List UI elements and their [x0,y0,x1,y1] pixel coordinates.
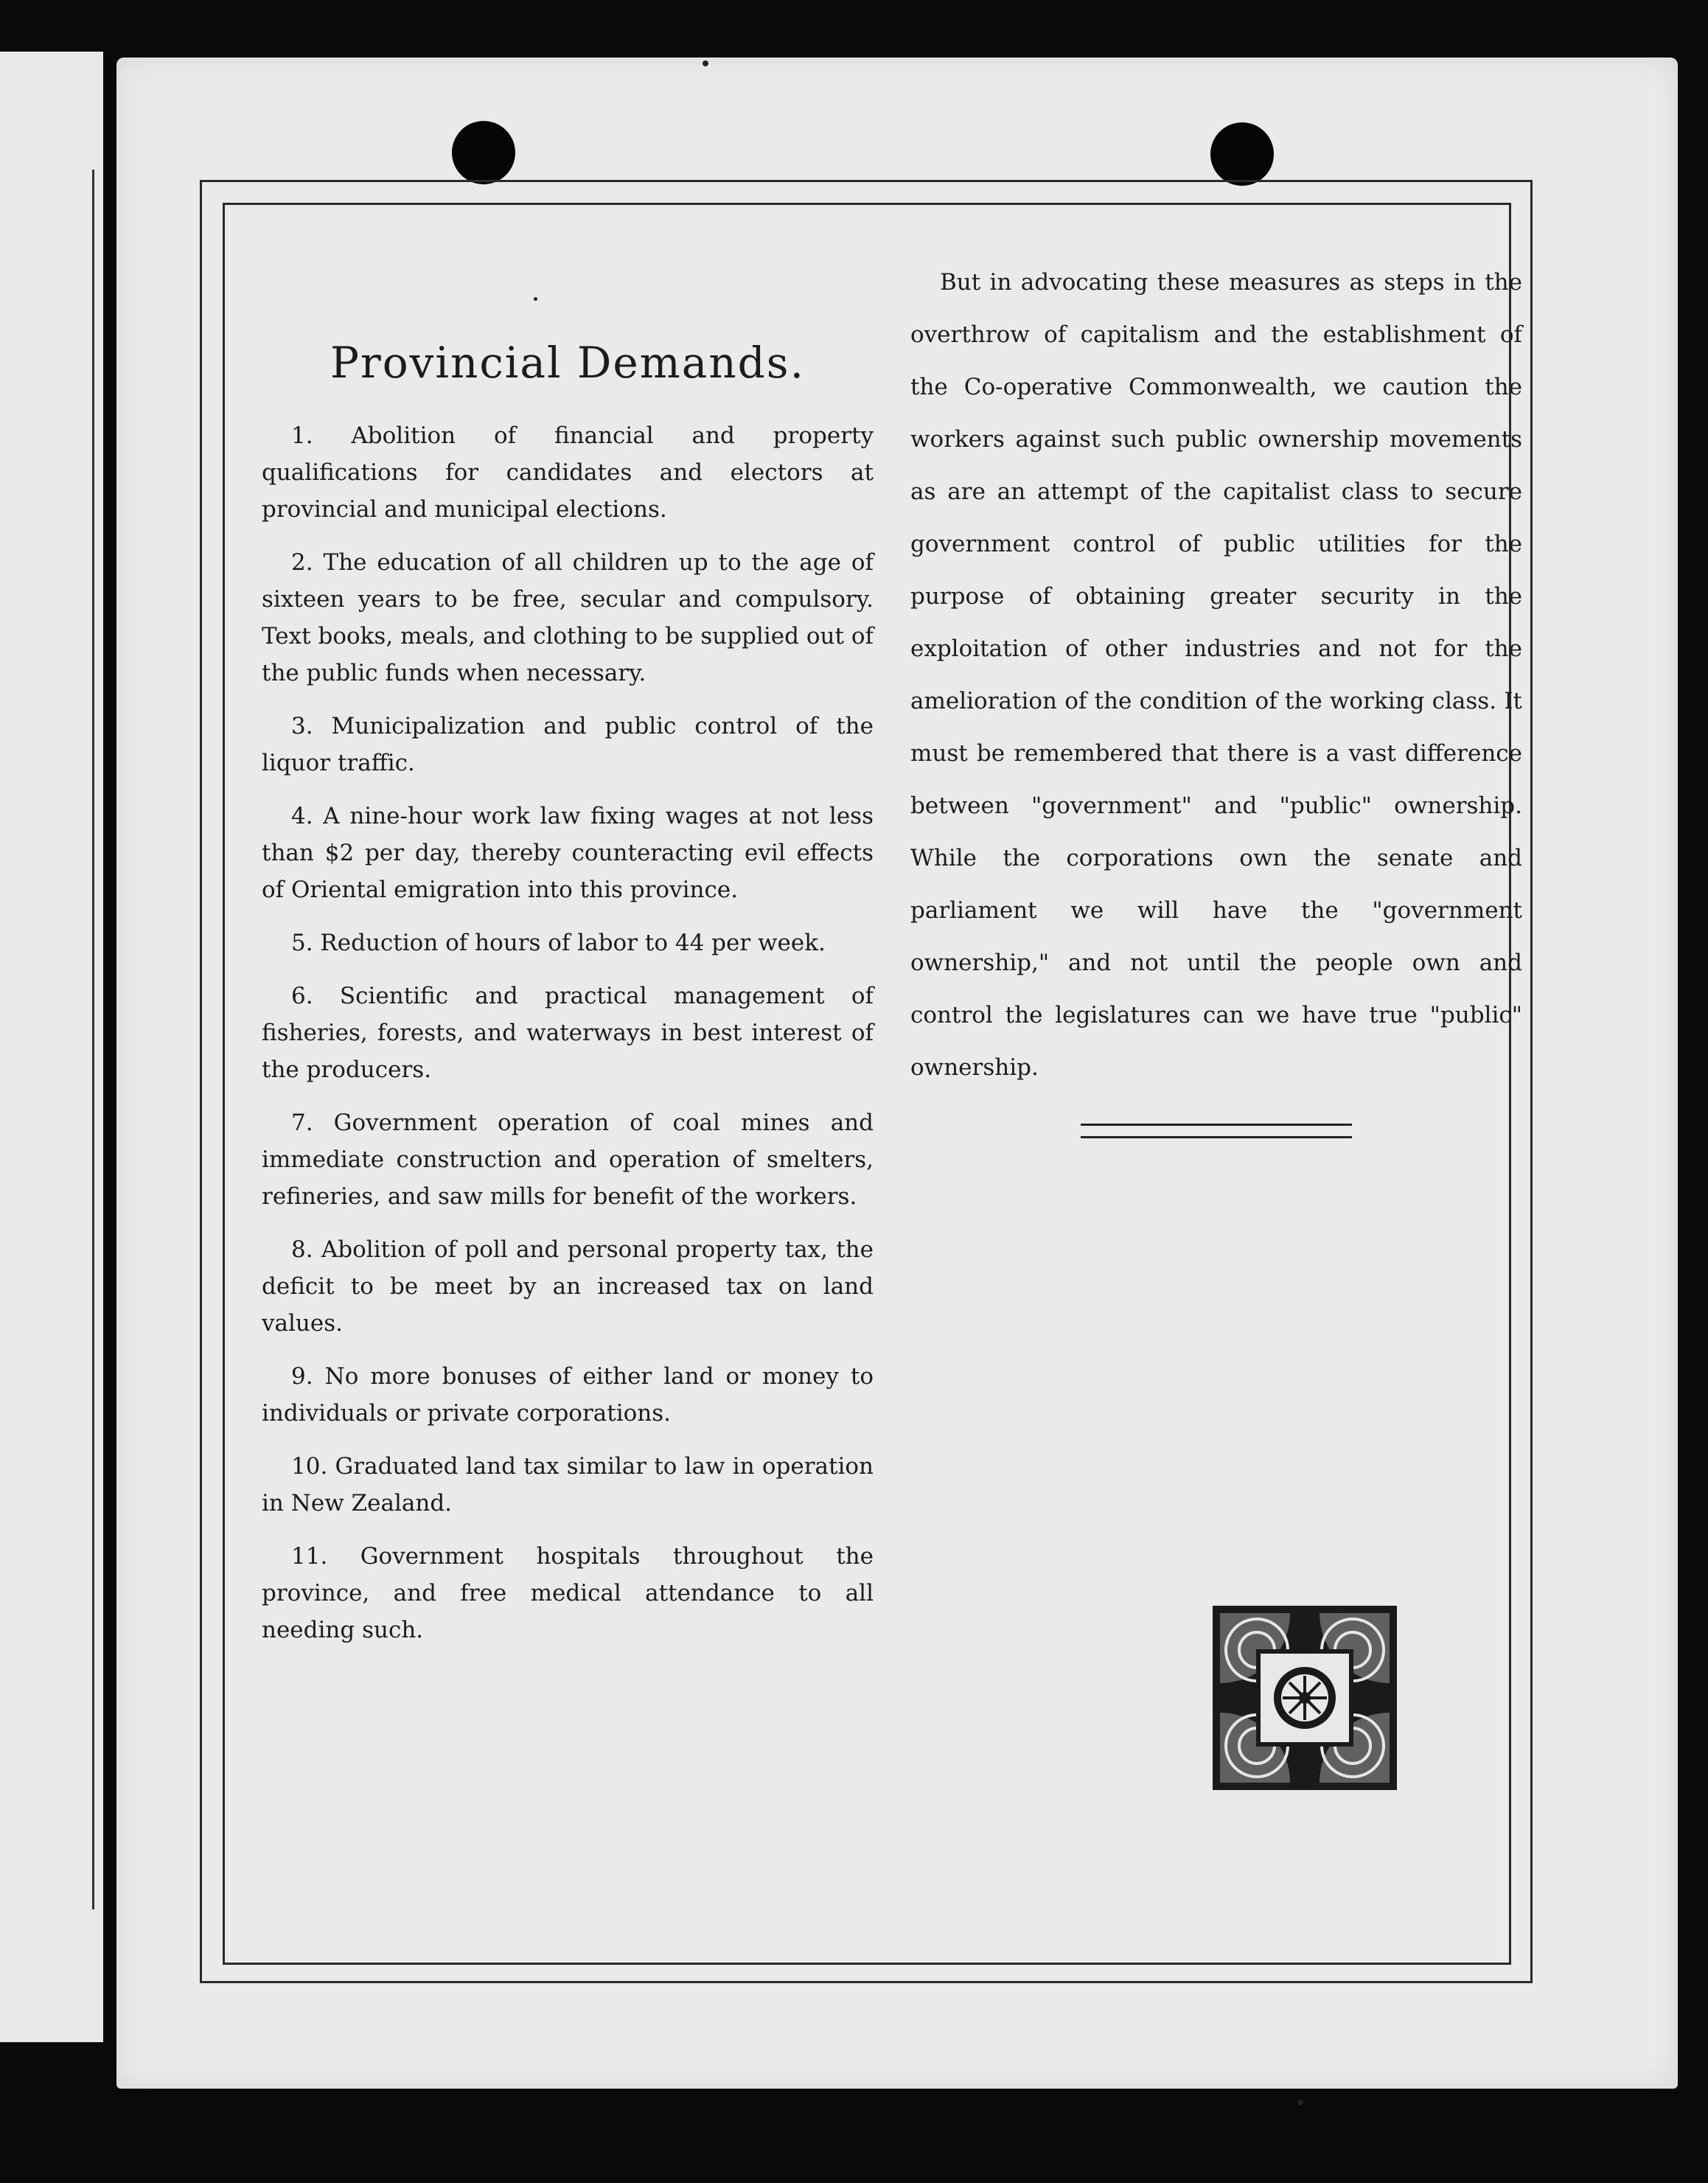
paper-speck [534,297,537,301]
demand-item: 8. Abolition of poll and personal property tax, the deficit to be meet by an increased tax on land values. [262,1236,874,1337]
demand-item: 5. Reduction of hours of labor to 44 per week. [291,930,826,956]
closing-paragraph: But in advocating these measures as steps in the overthrow of capitalism and the establishment of the Co-operative Commonwealth, we caution the workers against such public ownership movements as are an attempt of the capitalist class to secure government control of public utilities for the purpose of obtaining greater security in the exploitation of other industries and not for the amelioration of the condition of the working class. It must be remembered that there is a vast difference between "government" and "public" ownership. While the corporations own the senate and parliament we will have the "government ownership," and not until the people own and control the legislatures can we have true "public" ownership. [910,269,1522,1081]
demand-item: 3. Municipalization and public control of the liquor traffic. [262,713,874,776]
punch-hole-left [452,121,515,184]
adjacent-page-rule [92,170,94,1909]
demand-item: 6. Scientific and practical management of fisheries, forests, and waterways in best interest of the producers. [262,983,874,1083]
closing-column [910,257,1522,1138]
demand-item: 7. Government operation of coal mines and immediate construction and operation of smelters, refineries, and saw mills for benefit of the workers. [262,1110,874,1210]
decorative-tile-icon [1213,1606,1397,1790]
demand-item: 1. Abolition of financial and property qualifications for candidates and electors at provincial and municipal elections. [262,422,874,523]
double-rule-divider [1081,1124,1352,1138]
demand-item: 10. Graduated land tax similar to law in operation in New Zealand. [262,1453,874,1517]
page-border-inner [223,203,1522,1965]
paper-speck [703,60,708,66]
document-page [116,58,1678,2089]
punch-hole-right [1210,122,1274,186]
demand-item: 11. Government hospitals throughout the province, and free medical attendance to all needing such. [262,1543,874,1643]
demand-item: 9. No more bonuses of either land or money to individuals or private corporations. [262,1363,874,1427]
page-title: Provincial Demands. [330,338,806,388]
demands-column [262,338,874,1665]
page-border-outer [200,180,1533,1983]
paper-speck [1297,2100,1303,2106]
adjacent-page-edge [0,52,103,2042]
demand-item: 4. A nine-hour work law fixing wages at not less than $2 per day, thereby counteracting evil effects of Oriental emigration into this province. [262,803,874,903]
demand-item: 2. The education of all children up to the age of sixteen years to be free, secular and compulsory. Text books, meals, and clothing to be supplied out of the public funds when necessary. [262,549,874,686]
